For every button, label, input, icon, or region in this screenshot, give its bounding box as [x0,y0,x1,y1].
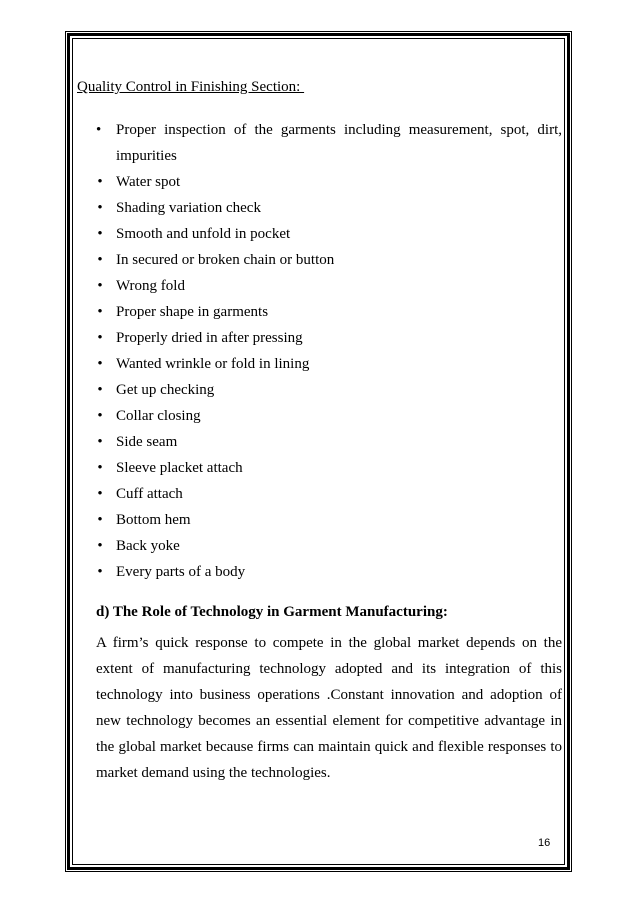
list-item [96,325,562,351]
list-item-text: Proper shape in garments [116,304,269,320]
list-item-text: Wanted wrinkle or fold in lining [116,356,310,372]
list-item [96,403,562,429]
bullet-icon: • [97,460,103,476]
body-paragraph: A firm’s quick response to compete in the global market depends on the extent of manufacturing technology adopted and its integration of this technology into business operations .Constant innovation and adoption of new technology becomes an essential element for competitive advantage in the global market because firms can maintain quick and flexible responses to market demand using the technologies. [96,635,562,781]
bullet-icon: • [97,304,103,320]
quality-control-list [96,117,562,585]
bullet-icon: • [97,174,103,190]
list-item [96,533,562,559]
list-item-text: Get up checking [116,382,215,398]
list-item [96,273,562,299]
list-item-text: Back yoke [116,538,180,554]
list-item [96,507,562,533]
page-number: 16 [538,837,551,849]
bullet-icon: • [97,382,103,398]
list-item-text: Every parts of a body [116,564,246,580]
bullet-icon: • [97,252,103,268]
bullet-icon: • [97,564,103,580]
list-item [96,169,562,195]
subsection-heading: d) The Role of Technology in Garment Manufacturing: [96,604,448,620]
list-item-text: Sleeve placket attach [116,460,243,476]
list-item [96,377,562,403]
bullet-icon: • [97,486,103,502]
list-item [96,221,562,247]
list-item [96,455,562,481]
bullet-icon: • [97,538,103,554]
list-item [96,429,562,455]
section-heading: Quality Control in Finishing Section: [77,79,305,95]
bullet-icon: • [97,200,103,216]
list-item-text: Shading variation check [116,200,261,216]
list-item-text: Proper inspection of the garments including measurement, spot, dirt, impurities [116,122,562,164]
list-item-text: Wrong fold [116,278,185,294]
bullet-icon: • [97,278,103,294]
list-item-text: Collar closing [116,408,201,424]
list-item [96,299,562,325]
list-item-text: Cuff attach [116,486,183,502]
list-item [96,481,562,507]
bullet-icon: • [97,226,103,242]
list-item-text: Water spot [116,174,181,190]
bullet-icon: • [96,122,102,138]
list-item-text: Side seam [116,434,178,450]
list-item-text: Properly dried in after pressing [116,330,303,346]
bullet-icon: • [97,512,103,528]
bullet-icon: • [97,356,103,372]
list-item-text: Bottom hem [116,512,191,528]
list-item [96,195,562,221]
list-item [96,117,562,169]
list-item [96,247,562,273]
list-item [96,559,562,585]
bullet-icon: • [97,434,103,450]
list-item-text: Smooth and unfold in pocket [116,226,291,242]
bullet-icon: • [97,330,103,346]
bullet-icon: • [97,408,103,424]
list-item [96,351,562,377]
list-item-text: In secured or broken chain or button [116,252,335,268]
